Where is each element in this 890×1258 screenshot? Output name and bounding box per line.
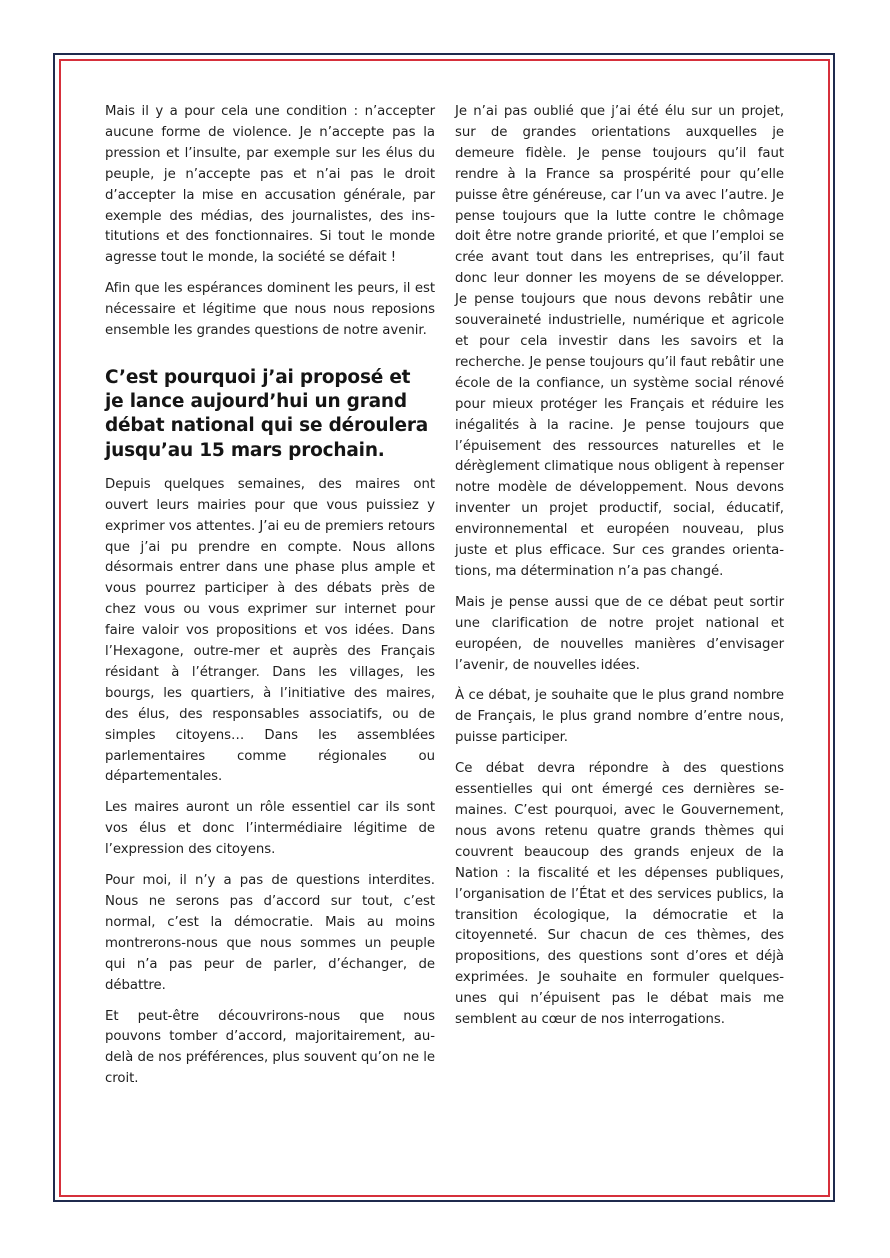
paragraph-violence-condition: Mais il y a pour cela une condition : n’accepter aucune forme de violence. Je n’accepte pas la pression et l’insulte, par exemple sur les élus du peuple, je n’accepte pas et n’ai pas le droit d’accepter la mise en accusation générale, par exemple des médias, des journalistes, des institutions et des fonctionnaires. Si tout le monde agresse tout le monde, la société se défait ! <box>105 104 435 266</box>
paragraph-maires-ouvert: Depuis quelques semaines, des maires ont ouvert leurs mairies pour que vous puissiez y exprimer vos attentes. J’ai eu de premiers retours que j’ai pu prendre en compte. Nous allons désormais entrer dans une phase plus ample et vous pourrez participer à des débats près de chez vous ou vous exprimer sur internet pour faire valoir vos propositions et vos idées. Dans l’Hexagone, outre-mer et auprès des Français résidant à l’étranger. Dans les villages, les bourgs, les quartiers, à l’initiative des maires, des élus, des responsables associatifs, ou de simples citoyens… Dans les assemblées parlementaires comme régionales ou départementales. <box>105 476 435 785</box>
section-heading-grand-debat: C’est pourquoi j’ai proposé et je lance aujourd’hui un grand débat national qui se déroulera jusqu’au 15 mars prochain. <box>105 366 429 461</box>
paragraph-clarification: Mais je pense aussi que de ce débat peut sortir une clarification de notre projet national et européen, de nouvelles manières d’envisager l’avenir, de nouvelles idées. <box>455 594 784 673</box>
paragraph-quatre-themes: Ce débat devra répondre à des questions essentielles qui ont émergé ces dernières semaines. C’est pourquoi, avec le Gouvernement, nous avons retenu quatre grands thèmes qui couvrent beaucoup des grands enjeux de la Nation : la fiscalité et les dépenses publiques, l’organisation de l’État et des services publics, la transition écologique, la démocratie et la citoyenneté. Sur chacun de ces thèmes, des propositions, des questions sont d’ores et déjà exprimées. Je souhaite en formuler quelques-unes qui n’épuisent pas le débat mais me semblent au cœur de nos interrogations. <box>455 761 784 1028</box>
left-column <box>105 102 435 1100</box>
paragraph-esperances: Afin que les espérances dominent les peurs, il est nécessaire et légitime que nous nous reposions ensemble les grandes questions de notre avenir. <box>105 281 435 339</box>
paragraph-participation: À ce débat, je souhaite que le plus grand nombre de Français, le plus grand nombre d’entre nous, puisse participer. <box>455 688 784 746</box>
paragraph-questions-interdites: Pour moi, il n’y a pas de questions interdites. Nous ne serons pas d’accord sur tout, c’est normal, c’est la démocratie. Mais au moins montrerons-nous que nous sommes un peuple qui n’a pas peur de parler, d’échanger, de débattre. <box>105 873 435 993</box>
paragraph-role-maires: Les maires auront un rôle essentiel car ils sont vos élus et donc l’intermédiaire légitime de l’expression des citoyens. <box>105 800 435 858</box>
paragraph-tomber-accord: Et peut-être découvrirons-nous que nous pouvons tomber d’accord, majoritairement, au-delà de nos préférences, plus souvent qu’on ne le croit. <box>105 1008 435 1087</box>
paragraph-projet-orientations: Je n’ai pas oublié que j’ai été élu sur un projet, sur de grandes orientations auxquelles je demeure fidèle. Je pense toujours qu’il faut rendre à la France sa prospérité pour qu’elle puisse être généreuse, car l’un va avec l’autre. Je pense toujours que la lutte contre le chômage doit être notre grande priorité, et que l’emploi se crée avant tout dans les entreprises, qu’il faut donc leur donner les moyens de se développer. Je pense toujours que nous devons rebâtir une souveraineté industrielle, numérique et agricole et pour cela investir dans les savoirs et la recherche. Je pense toujours qu’il faut rebâtir une école de la confiance, un système social rénové pour mieux protéger les Français et réduire les inégalités à la racine. Je pense toujours que l’épuisement des ressources naturelles et le dérèglement climatique nous obligent à repenser notre modèle de développement. Nous devons inventer un projet productif, social, éducatif, environnemental et européen nouveau, plus juste et plus efficace. Sur ces grandes orientations, ma détermination n’a pas changé. <box>455 104 784 579</box>
right-column <box>455 102 784 1041</box>
